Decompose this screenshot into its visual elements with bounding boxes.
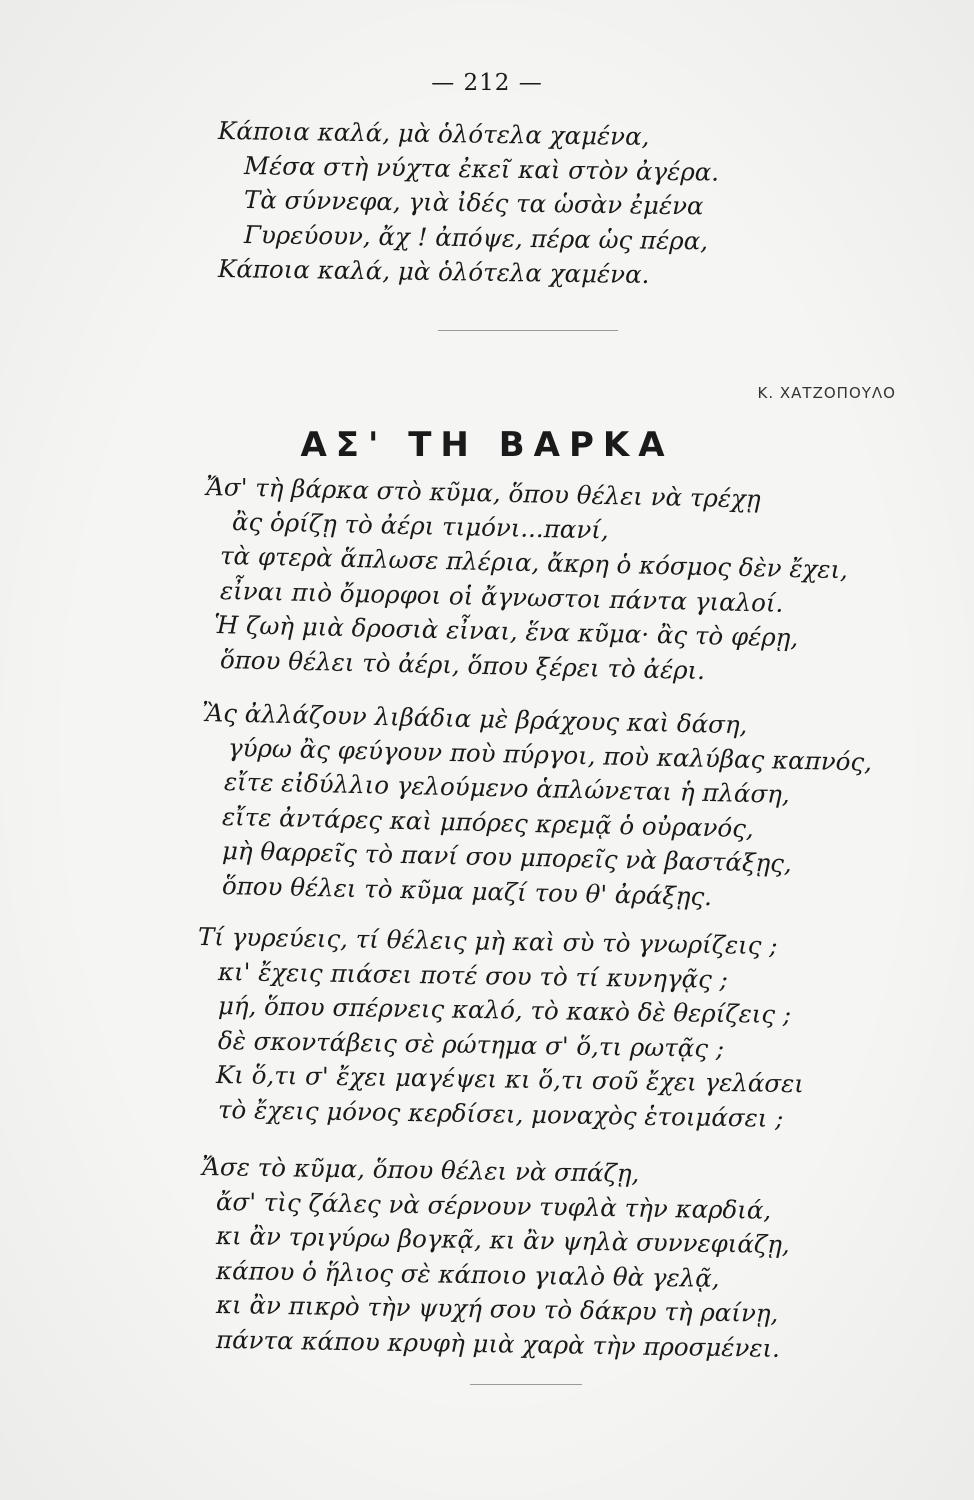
poem-line: Τὰ σύννεφα, γιὰ ἰδές τα ὡσὰν ἐμένα <box>243 185 704 221</box>
poem-line: Μέσα στὴ νύχτα ἐκεῖ καὶ στὸν ἀγέρα. <box>243 150 720 187</box>
poem-line: κι ἂν πικρὸ τὴν ψυχή σου τὸ δάκρυ τὴ ραίνῃ, <box>215 1290 779 1329</box>
first-poem-stanza <box>217 114 720 290</box>
poem-line: Ἡ ζωὴ μιὰ δροσιὰ εἶναι, ἕνα κῦμα· ἂς τὸ φέρῃ, <box>213 610 799 653</box>
poem-line: μὴ θαρρεῖς τὸ πανί σου μπορεῖς νὰ βαστάξῃς, <box>221 836 793 879</box>
divider-rule <box>438 330 618 331</box>
stanza-2 <box>201 696 873 912</box>
poem-line: πάντα κάπου κρυφὴ μιὰ χαρὰ τὴν προσμένει. <box>215 1324 781 1363</box>
poem-line: δὲ σκοντάβεις σὲ ρώτημα σ' ὅ,τι ρωτᾷς ; <box>217 1025 725 1063</box>
poem-line: ἂς ὁρίζῃ τὸ ἀέρι τιμόνι...πανί, <box>231 506 610 545</box>
poem-line: κι' ἔχεις πιάσει ποτέ σου τὸ τί κυνηγᾷς ; <box>217 956 729 994</box>
poem-line: εἶναι πιὸ ὄμορφοι οἱ ἄγνωστοι πάντα γιαλοί. <box>219 575 784 618</box>
poem-line: τὸ ἔχεις μόνος κερδίσει, μοναχὸς ἑτοιμάσει ; <box>217 1094 784 1133</box>
poem-line: εἴτε ἀντάρες καὶ μπόρες κρεμᾷ ὁ οὐρανός, <box>221 801 755 843</box>
poem-line: ἄσ' τὶς ζάλες νὰ σέρνουν τυφλὰ τὴν καρδιά, <box>215 1186 772 1225</box>
poem-line: ὅπου θέλει τὸ ἀέρι, ὅπου ξέρει τὸ ἀέρι. <box>219 644 706 685</box>
poem-line: Ἄσε τὸ κῦμα, ὅπου θέλει νὰ σπάζῃ, <box>201 1152 640 1188</box>
stanza-3 <box>197 920 805 1133</box>
poem-line: γύρω ἂς φεύγουν ποὺ πύργοι, ποὺ καλύβας καπνός, <box>227 732 873 777</box>
poem-line: κάπου ὁ ἥλιος σὲ κάποιο γιαλὸ θὰ γελᾷ, <box>215 1255 720 1293</box>
poem-line: Κάποια καλά, μὰ ὁλότελα χαμένα, <box>217 116 650 152</box>
poem-line: Ἄσ' τὴ βάρκα στὸ κῦμα, ὅπου θέλει νὰ τρέχῃ <box>205 472 761 514</box>
end-rule <box>470 1384 582 1385</box>
poem-line: μή, ὅπου σπέρνεις καλό, τὸ κακὸ δὲ θερίζεις ; <box>217 991 792 1030</box>
poem-line: Ἂς ἀλλάζουν λιβάδια μὲ βράχους καὶ δάση, <box>201 698 748 740</box>
stanza-1 <box>205 470 849 685</box>
page-number: — 212 — <box>431 70 543 96</box>
poem-line: ὅπου θέλει τὸ κῦμα μαζί του θ' ἀράξῃς. <box>221 870 713 912</box>
poem-line: Γυρεύουν, ἄχ ! ἀπόψε, πέρα ὡς πέρα, <box>243 219 709 256</box>
poem-title: ΑΣ' ΤΗ ΒΑΡΚΑ <box>300 425 674 465</box>
author-name: Κ. ΧΑΤΖΟΠΟΥΛΟ <box>757 384 896 402</box>
poem-line: τὰ φτερὰ ἅπλωσε πλέρια, ἄκρη ὁ κόσμος δὲν ἔχει, <box>219 541 849 585</box>
poem-line: εἴτε εἰδύλλιο γελούμενο ἁπλώνεται ἡ πλάση, <box>223 767 791 810</box>
poem-line: Τί γυρεύεις, τί θέλεις μὴ καὶ σὺ τὸ γνωρίζεις ; <box>197 922 778 961</box>
poem-line: Κι ὅ,τι σ' ἔχει μαγέψει κι ὅ,τι σοῦ ἔχει γελάσει <box>215 1060 805 1099</box>
poem-line: Κάποια καλά, μὰ ὁλότελα χαμένα. <box>217 254 650 290</box>
stanza-4 <box>201 1150 790 1363</box>
poem-line: κι ἂν τριγύρω βογκᾷ, κι ἂν ψηλὰ συννεφιάζῃ, <box>215 1221 790 1260</box>
